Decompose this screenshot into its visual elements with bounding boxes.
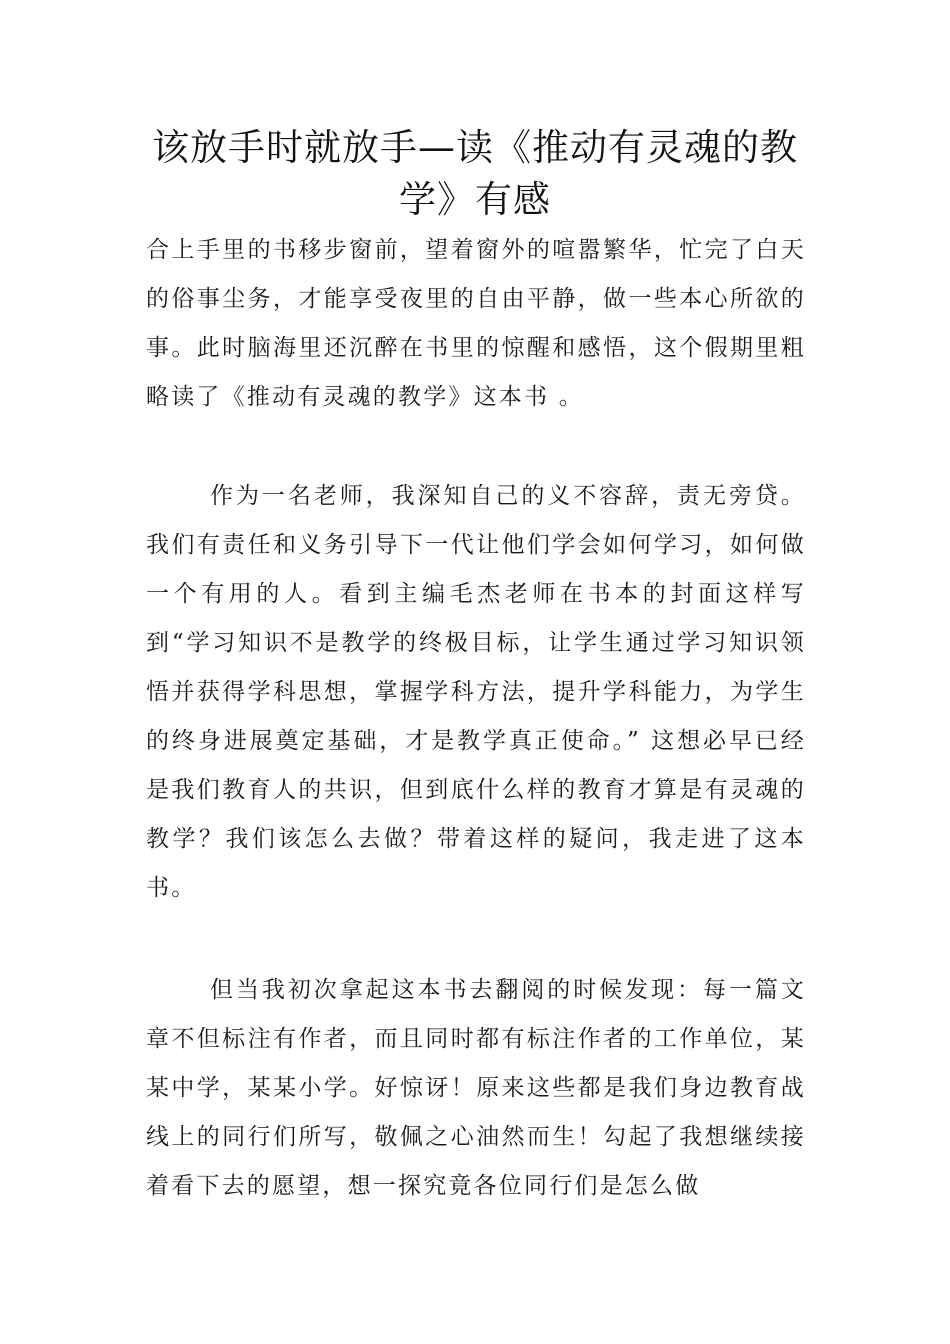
paragraph-2: 作为一名老师，我深知自己的义不容辞，责无旁贷。我们有责任和义务引导下一代让他们学会如何学习，如何做一个有用的人。看到主编毛杰老师在书本的封面这样写到“学习知识不是教学的终极目标，让学生通过学习知识领悟并获得学科思想，掌握学科方法，提升学科能力，为学生的终身进展奠定基础，才是教学真正使命。” 这想必早已经是我们教育人的共识，但到底什么样的教育才算是有灵魂的教学？我们该怎么去做？带着这样的疑问，我走进了这本书。 <box>146 483 806 901</box>
paragraph-3: 但当我初次拿起这本书去翻阅的时候发现：每一篇文章不但标注有作者，而且同时都有标注作者的工作单位，某某中学，某某小学。好惊讶！原来这些都是我们身边教育战线上的同行们所写，敬佩之心油然而生！勾起了我想继续接着看下去的愿望，想一探究竟各位同行们是怎么做 <box>146 977 806 1199</box>
document-title: 该放手时就放手—读《推动有灵魂的教学》有感 <box>152 126 798 221</box>
paragraph-1: 合上手里的书移步窗前，望着窗外的喧嚣繁华，忙完了白天的俗事尘务，才能享受夜里的自由平静，做一些本心所欲的事。此时脑海里还沉醉在书里的惊醒和感悟，这个假期里粗略读了《推动有灵魂的教学》这本书 。 <box>146 237 806 410</box>
